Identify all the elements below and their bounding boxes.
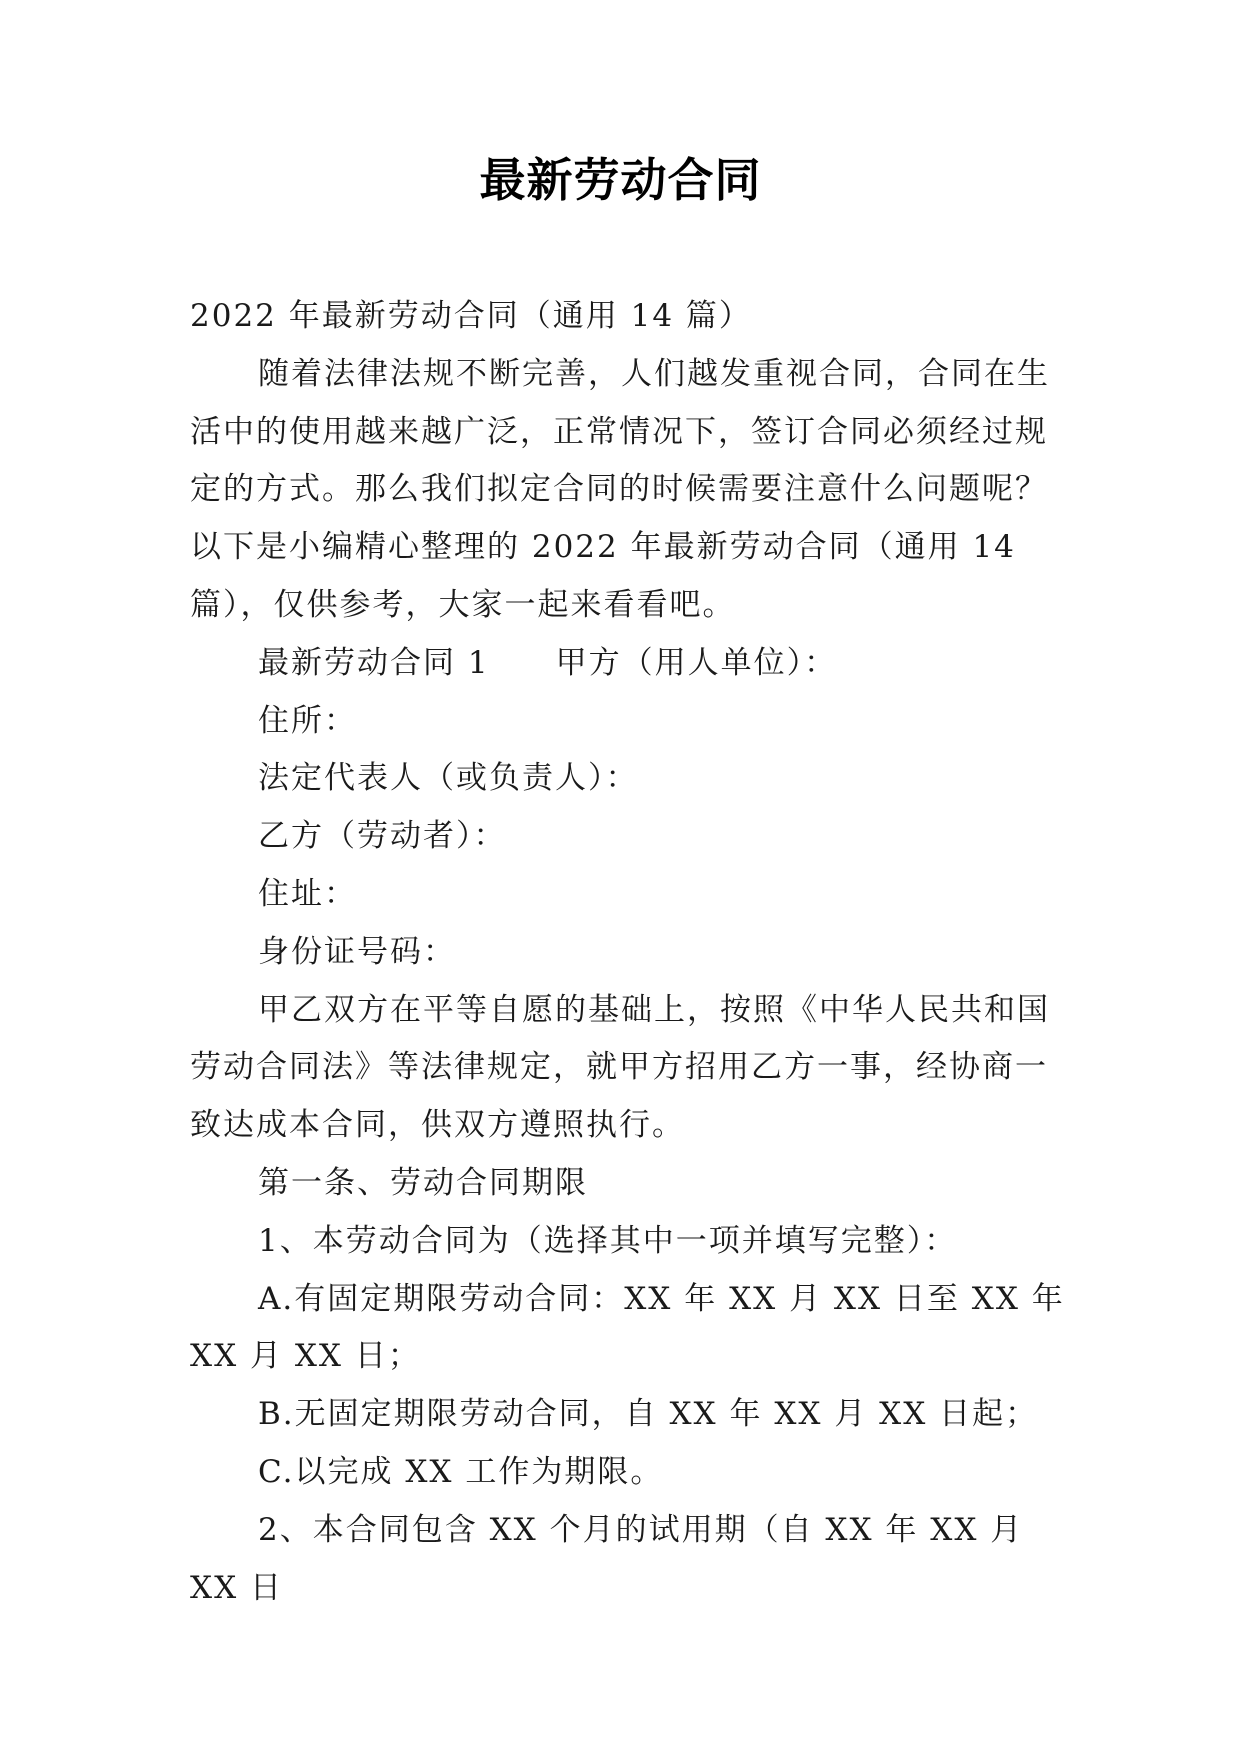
paragraph-item-one: 1、本劳动合同为（选择其中一项并填写完整）： [258,1222,958,1259]
document-body [190,288,1077,1617]
paragraph-residence: 住所： [258,702,357,739]
paragraph-option-b: B.无固定期限劳动合同，自 XX 年 XX 月 XX 日起； [258,1396,1039,1433]
document-title: 最新劳动合同 [479,153,762,207]
paragraph-contract-heading: 最新劳动合同 1 甲方（用人单位）： [258,644,838,681]
paragraph-agreement-basis: 甲乙双方在平等自愿的基础上，按照《中华人民共和国劳动合同法》等法律规定，就甲方招用乙方一事，经协商一致达成本合同，供双方遵照执行。 [190,991,1050,1144]
paragraph-option-c: C.以完成 XX 工作为期限。 [258,1453,664,1490]
paragraph-intro: 随着法律法规不断完善，人们越发重视合同，合同在生活中的使用越来越广泛，正常情况下，签订合同必须经过规定的方式。那么我们拟定合同的时候需要注意什么问题呢？以下是小编精心整理的 2022 年最新劳动合同（通用 14 篇），仅供参考，大家一起来看看吧。 [190,355,1050,623]
paragraph-option-a: A.有固定期限劳动合同：XX 年 XX 月 XX 日至 XX 年 XX 月 XX 日； [190,1280,1077,1375]
paragraph-id-number: 身份证号码： [258,933,456,970]
paragraph-legal-representative: 法定代表人（或负责人）： [258,760,639,797]
paragraph-party-b: 乙方（劳动者）： [258,818,507,855]
paragraph-article-one: 第一条、劳动合同期限 [258,1164,588,1201]
paragraph-address: 住址： [258,875,357,912]
paragraph-item-two: 2、本合同包含 XX 个月的试用期（自 XX 年 XX 月 XX 日 [190,1511,1036,1606]
document-subtitle: 2022 年最新劳动合同（通用 14 篇） [190,298,752,334]
